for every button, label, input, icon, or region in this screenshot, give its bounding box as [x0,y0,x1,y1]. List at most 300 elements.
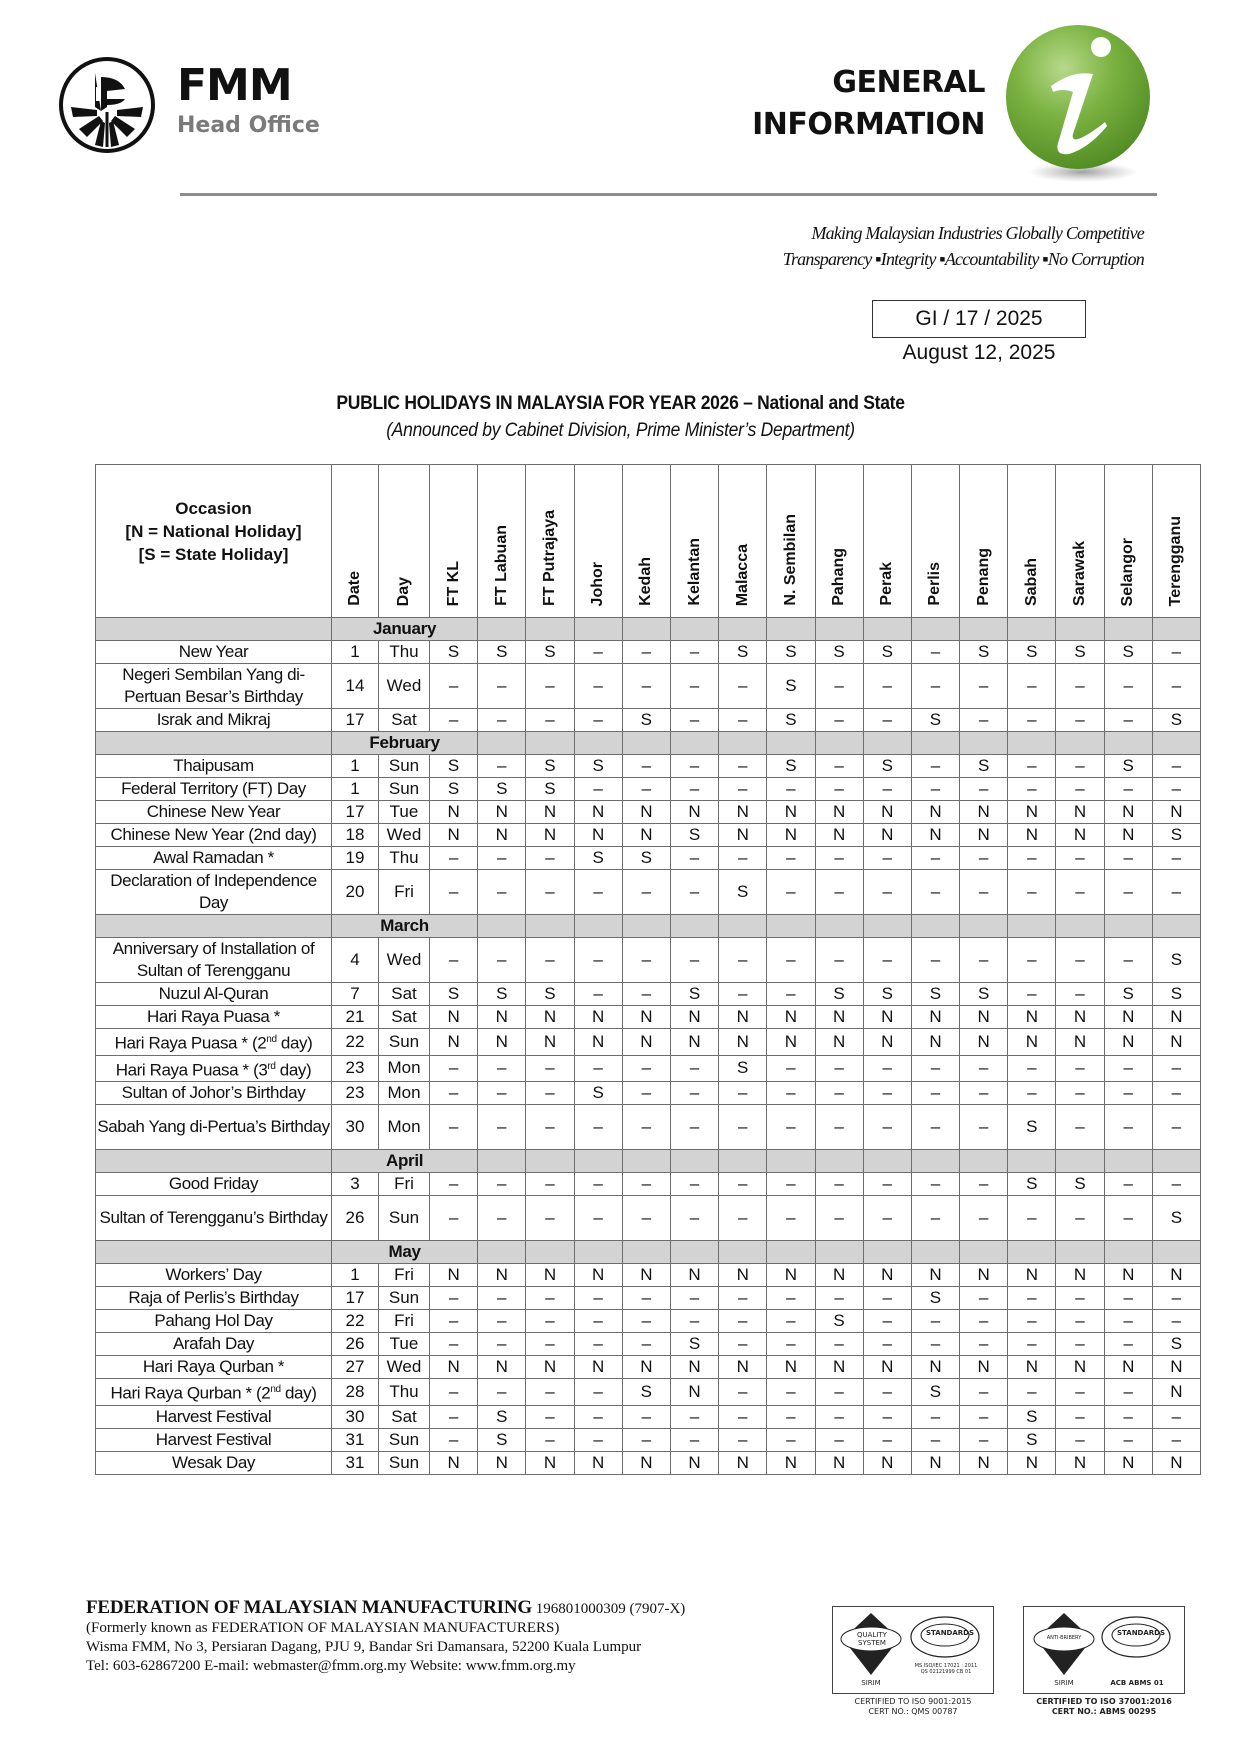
holiday-mark-cell: – [719,1333,767,1356]
holiday-mark-cell: – [430,847,478,870]
day-cell: Tue [379,1333,430,1356]
holiday-mark-cell: N [670,1006,718,1029]
occasion-cell [96,847,332,870]
holiday-mark-cell: S [478,641,526,664]
holiday-mark-cell: N [815,1356,863,1379]
holiday-mark-cell: – [767,1333,815,1356]
holiday-row [96,1196,1201,1241]
holiday-mark-cell: – [1008,709,1056,732]
month-row-cell [815,732,863,755]
occasion-name-tail: day) [280,1383,317,1403]
holiday-mark-cell: – [815,1287,863,1310]
holiday-mark-cell: – [670,1173,718,1196]
date-cell: 3 [332,1173,379,1196]
holiday-mark-cell: – [622,778,670,801]
holiday-mark-cell: – [1104,664,1152,709]
occasion-cell [96,1379,332,1406]
holiday-mark-cell: N [815,1006,863,1029]
cert2-accreditation: ACB ABMS 01 [1110,1679,1164,1687]
holiday-mark-cell: – [960,1379,1008,1406]
holiday-mark-cell: – [767,1173,815,1196]
state-header-label: Penang [974,548,992,606]
holiday-mark-cell: N [767,1029,815,1056]
day-header [379,465,430,618]
holiday-row [96,1379,1201,1406]
date-cell: 17 [332,1287,379,1310]
holiday-mark-cell: – [1056,847,1104,870]
holiday-row [96,1055,1201,1082]
holiday-mark-cell: – [960,1173,1008,1196]
month-row-cell [670,1150,718,1173]
state-header [526,465,574,618]
holiday-mark-cell: – [1104,1055,1152,1082]
occasion-name: Harvest Festival [155,1429,272,1449]
occasion-cell [96,938,332,983]
month-row-cell [478,915,526,938]
month-row-cell [1008,732,1056,755]
month-row-cell [911,915,959,938]
holiday-mark-cell: – [1008,1333,1056,1356]
holiday-mark-cell: N [815,824,863,847]
date-header [332,465,379,618]
month-row-cell [622,732,670,755]
holiday-mark-cell: – [1056,664,1104,709]
month-row-cell [574,1241,622,1264]
occasion-cell [96,709,332,732]
cert1-caption-line1: CERTIFIED TO ISO 9001:2015 [854,1697,972,1706]
holiday-mark-cell: N [622,1451,670,1474]
holiday-mark-cell: S [1008,1405,1056,1428]
holiday-mark-cell: N [1152,1379,1200,1406]
holiday-mark-cell: S [1056,641,1104,664]
holiday-mark-cell: N [960,1356,1008,1379]
holiday-mark-cell: S [863,755,911,778]
holiday-mark-cell: – [960,1055,1008,1082]
holiday-mark-cell: – [1152,664,1200,709]
month-row-cell [960,1150,1008,1173]
month-row-cell [526,618,574,641]
holiday-mark-cell: – [574,1405,622,1428]
holiday-row [96,641,1201,664]
holiday-mark-cell: S [1104,755,1152,778]
holiday-mark-cell: – [863,870,911,915]
holiday-mark-cell: N [670,1451,718,1474]
date-cell: 14 [332,664,379,709]
holiday-mark-cell: – [622,755,670,778]
cert2-badge-label: ANTI-BRIBERY [1046,1635,1082,1641]
holiday-mark-cell: – [478,870,526,915]
date-cell: 30 [332,1105,379,1150]
holiday-mark-cell: – [960,847,1008,870]
month-row [96,618,1201,641]
cert1-caption-line2: CERT NO.: QMS 00787 [868,1707,958,1716]
occasion-cell [96,870,332,915]
holiday-mark-cell: – [911,1405,959,1428]
month-row-cell [1056,1241,1104,1264]
holiday-mark-cell: N [863,801,911,824]
footer [86,1598,685,1676]
holiday-mark-cell: – [622,870,670,915]
occasion-name: Raja of Perlis’s Birthday [128,1288,299,1308]
holiday-row [96,1287,1201,1310]
month-row-cell [1008,915,1056,938]
holiday-mark-cell: – [767,983,815,1006]
holiday-mark-cell: S [815,641,863,664]
holiday-mark-cell: – [815,1405,863,1428]
holiday-mark-cell: – [1056,709,1104,732]
date-cell: 31 [332,1451,379,1474]
holiday-mark-cell: N [767,1356,815,1379]
state-header-label: Malacca [733,543,751,606]
holiday-mark-cell: N [1056,1264,1104,1287]
header-divider [180,193,1157,196]
holiday-mark-cell: – [719,1082,767,1105]
month-row-cell [622,618,670,641]
state-header [911,465,959,618]
month-row-cell [1104,1150,1152,1173]
month-row-cell [526,732,574,755]
holiday-row [96,709,1201,732]
holiday-mark-cell: – [863,1333,911,1356]
holiday-mark-cell: – [767,1082,815,1105]
holiday-mark-cell: – [1056,1082,1104,1105]
holiday-mark-cell: – [767,1287,815,1310]
holiday-mark-cell: N [815,1264,863,1287]
occasion-name: Sultan of Johor’s Birthday [121,1083,306,1103]
holiday-mark-cell: – [574,1379,622,1406]
holiday-mark-cell: – [1152,641,1200,664]
holiday-mark-cell: N [911,801,959,824]
holiday-mark-cell: S [430,641,478,664]
cert2-issuer: SIRIM [1054,1679,1074,1687]
holiday-mark-cell: – [1104,1310,1152,1333]
holiday-mark-cell: – [1104,1379,1152,1406]
holiday-mark-cell: – [719,778,767,801]
holiday-mark-cell: – [1104,847,1152,870]
holiday-row [96,1405,1201,1428]
holiday-mark-cell: – [574,1196,622,1241]
holiday-mark-cell: – [1056,983,1104,1006]
holiday-mark-cell: – [526,870,574,915]
occasion-name: Hari Raya Puasa * (2 [114,1033,267,1053]
holiday-mark-cell: – [526,1055,574,1082]
holiday-mark-cell: S [622,1379,670,1406]
holiday-mark-cell: – [1056,938,1104,983]
occasion-cell [96,824,332,847]
holiday-mark-cell: S [1008,1173,1056,1196]
cert2-caption-line1: CERTIFIED TO ISO 37001:2016 [1036,1697,1172,1706]
holiday-mark-cell: – [719,1379,767,1406]
occasion-cell [96,1196,332,1241]
date-cell: 17 [332,801,379,824]
holiday-mark-cell: S [670,1333,718,1356]
holiday-mark-cell: – [960,709,1008,732]
holiday-mark-cell: – [863,778,911,801]
footer-contact: Tel: 603-62867200 E-mail: webmaster@fmm.org.my Website: www.fmm.org.my [86,1658,576,1674]
holiday-mark-cell: N [1152,1356,1200,1379]
holiday-mark-cell: – [1152,1082,1200,1105]
holiday-mark-cell: – [815,1082,863,1105]
day-header-label: Day [395,576,412,606]
fmm-emblem-icon [57,55,157,155]
month-row [96,732,1201,755]
day-cell: Sat [379,709,430,732]
holiday-mark-cell: – [622,1173,670,1196]
holiday-mark-cell: – [430,1428,478,1451]
day-cell: Fri [379,1264,430,1287]
month-row-blank [96,1241,332,1264]
holiday-row [96,870,1201,915]
holiday-mark-cell: N [911,824,959,847]
date-cell: 23 [332,1082,379,1105]
footer-org-name: FEDERATION OF MALAYSIAN MANUFACTURING [86,1597,532,1618]
holiday-mark-cell: – [960,1196,1008,1241]
holiday-mark-cell: – [1056,778,1104,801]
holiday-mark-cell: – [478,1310,526,1333]
occasion-name: Nuzul Al-Quran [158,984,269,1003]
holiday-mark-cell: N [767,1451,815,1474]
date-cell: 22 [332,1029,379,1056]
holiday-mark-cell: N [719,1006,767,1029]
month-row-cell [670,732,718,755]
holiday-mark-cell: N [574,1006,622,1029]
day-cell: Sun [379,1029,430,1056]
holiday-mark-cell: – [430,870,478,915]
holiday-mark-cell: N [622,801,670,824]
holiday-mark-cell: – [1104,870,1152,915]
holiday-mark-cell: N [719,1451,767,1474]
holiday-mark-cell: N [478,1029,526,1056]
holiday-mark-cell: S [478,778,526,801]
month-row-cell [863,915,911,938]
holiday-mark-cell: N [622,1264,670,1287]
holiday-mark-cell: N [670,1029,718,1056]
holiday-mark-cell: N [767,1006,815,1029]
holiday-mark-cell: – [574,709,622,732]
holiday-mark-cell: – [526,1196,574,1241]
holiday-mark-cell: S [622,847,670,870]
state-header [960,465,1008,618]
day-cell: Thu [379,641,430,664]
holiday-mark-cell: – [960,1105,1008,1150]
holiday-mark-cell: – [478,1287,526,1310]
holiday-mark-cell: – [815,755,863,778]
holiday-mark-cell: N [1152,1264,1200,1287]
occasion-cell [96,778,332,801]
holiday-mark-cell: S [767,641,815,664]
holiday-mark-cell: – [815,1055,863,1082]
holiday-mark-cell: N [1152,1451,1200,1474]
month-row-cell [911,618,959,641]
holiday-mark-cell: – [1152,870,1200,915]
holiday-mark-cell: S [719,641,767,664]
holiday-mark-cell: S [1152,1196,1200,1241]
holiday-row [96,983,1201,1006]
holiday-mark-cell: N [815,1029,863,1056]
holiday-mark-cell: – [960,1082,1008,1105]
date-header-label: Date [346,571,363,606]
month-row-cell [1008,618,1056,641]
month-row-cell [767,915,815,938]
month-row-cell [1104,1241,1152,1264]
holiday-mark-cell: S [863,983,911,1006]
holiday-mark-cell: – [430,1196,478,1241]
occasion-name: Arafah Day [172,1334,255,1354]
holiday-mark-cell: – [719,709,767,732]
date-cell: 1 [332,1264,379,1287]
holiday-mark-cell: – [719,1310,767,1333]
month-row-cell [719,1150,767,1173]
day-cell: Sun [379,755,430,778]
holiday-mark-cell: – [430,938,478,983]
date-cell: 27 [332,1356,379,1379]
holiday-mark-cell: – [815,664,863,709]
holiday-mark-cell: – [478,1196,526,1241]
holiday-mark-cell: – [960,664,1008,709]
brand-sub: Head Office [177,113,320,138]
holiday-mark-cell: N [1056,801,1104,824]
holiday-mark-cell: S [815,1310,863,1333]
holiday-mark-cell: – [1056,1405,1104,1428]
occasion-cell [96,1310,332,1333]
month-label: March [332,915,478,938]
holiday-mark-cell: N [1056,1451,1104,1474]
holiday-mark-cell: – [960,1333,1008,1356]
holiday-mark-cell: – [622,1082,670,1105]
holiday-mark-cell: S [526,755,574,778]
state-header-label: Terengganu [1167,515,1185,606]
holiday-mark-cell: – [1152,755,1200,778]
occasion-name: Sultan of Terengganu’s Birthday [99,1208,328,1228]
holiday-mark-cell: – [719,1405,767,1428]
month-row-cell [719,732,767,755]
occasion-cell [96,1105,332,1150]
occasion-name: Wesak Day [171,1452,255,1472]
holiday-row [96,1264,1201,1287]
holiday-mark-cell: – [815,847,863,870]
holiday-mark-cell: – [1056,870,1104,915]
date-cell: 30 [332,1405,379,1428]
holiday-mark-cell: – [863,1428,911,1451]
holiday-mark-cell: – [478,755,526,778]
holiday-mark-cell: – [1104,1082,1152,1105]
month-row-cell [911,1241,959,1264]
holiday-mark-cell: – [670,641,718,664]
day-cell: Fri [379,870,430,915]
holiday-mark-cell: S [1104,983,1152,1006]
holiday-mark-cell: S [1152,1333,1200,1356]
holiday-mark-cell: – [478,664,526,709]
holiday-mark-cell: N [574,801,622,824]
state-header-label: Kelantan [685,538,703,606]
month-row-cell [960,1241,1008,1264]
month-row-cell [863,732,911,755]
holiday-mark-cell: – [670,1428,718,1451]
holiday-mark-cell: S [960,641,1008,664]
state-header-label: FT KL [444,560,462,606]
holiday-mark-cell: – [526,709,574,732]
holiday-row [96,778,1201,801]
occasion-name: Good Friday [168,1174,259,1194]
month-row-cell [526,1150,574,1173]
state-header [767,465,815,618]
gi-title-line1: GENERAL [832,65,985,100]
holiday-mark-cell: – [767,870,815,915]
holiday-mark-cell: – [960,778,1008,801]
holiday-mark-cell: S [430,755,478,778]
holiday-mark-cell: – [1104,1105,1152,1150]
holiday-mark-cell: – [863,664,911,709]
occasion-header-line2: [N = National Holiday] [125,521,302,541]
holiday-mark-cell: – [430,1405,478,1428]
holiday-mark-cell: – [574,1105,622,1150]
holiday-mark-cell: N [430,824,478,847]
date-cell: 1 [332,778,379,801]
holiday-mark-cell: – [767,1105,815,1150]
occasion-cell [96,1173,332,1196]
holiday-mark-cell: N [1104,1356,1152,1379]
holiday-mark-cell: – [815,1173,863,1196]
month-row-cell [526,1241,574,1264]
holiday-mark-cell: – [1008,664,1056,709]
document-subtitle: (Announced by Cabinet Division, Prime Minister’s Department) [386,420,855,441]
holiday-mark-cell: N [1104,1029,1152,1056]
holiday-mark-cell: – [574,938,622,983]
holiday-mark-cell: S [526,778,574,801]
month-row-cell [911,732,959,755]
holiday-mark-cell: – [1152,778,1200,801]
state-header-label: Kedah [637,557,655,606]
holiday-mark-cell: N [574,1029,622,1056]
holiday-mark-cell: – [1056,1310,1104,1333]
date-cell: 22 [332,1310,379,1333]
holiday-mark-cell: – [911,664,959,709]
month-row-cell [574,618,622,641]
date-cell: 20 [332,870,379,915]
holiday-mark-cell: – [478,847,526,870]
holiday-mark-cell: N [911,1356,959,1379]
holiday-mark-cell: N [1056,1029,1104,1056]
holiday-mark-cell: S [574,847,622,870]
holiday-mark-cell: – [670,1287,718,1310]
holiday-mark-cell: – [1152,1310,1200,1333]
month-row [96,1241,1201,1264]
holiday-mark-cell: – [815,870,863,915]
holiday-mark-cell: S [1152,983,1200,1006]
holiday-mark-cell: – [1104,1428,1152,1451]
holiday-mark-cell: – [767,1405,815,1428]
holiday-mark-cell: S [430,983,478,1006]
holiday-mark-cell: S [574,1082,622,1105]
holiday-mark-cell: – [430,1379,478,1406]
holiday-mark-cell: – [911,1105,959,1150]
occasion-cell [96,1287,332,1310]
holiday-mark-cell: – [863,938,911,983]
holiday-mark-cell: S [960,983,1008,1006]
holiday-mark-cell: N [960,1264,1008,1287]
day-cell: Wed [379,664,430,709]
holiday-mark-cell: – [430,664,478,709]
holiday-mark-cell: N [863,1451,911,1474]
occasion-name: Pahang Hol Day [154,1311,273,1331]
holiday-mark-cell: N [719,801,767,824]
holiday-mark-cell: – [1152,1173,1200,1196]
occasion-name: Declaration of Independence Day [110,871,317,912]
holiday-mark-cell: S [478,1428,526,1451]
info-icon [1003,22,1153,187]
holiday-row [96,1173,1201,1196]
holiday-mark-cell: – [622,1310,670,1333]
